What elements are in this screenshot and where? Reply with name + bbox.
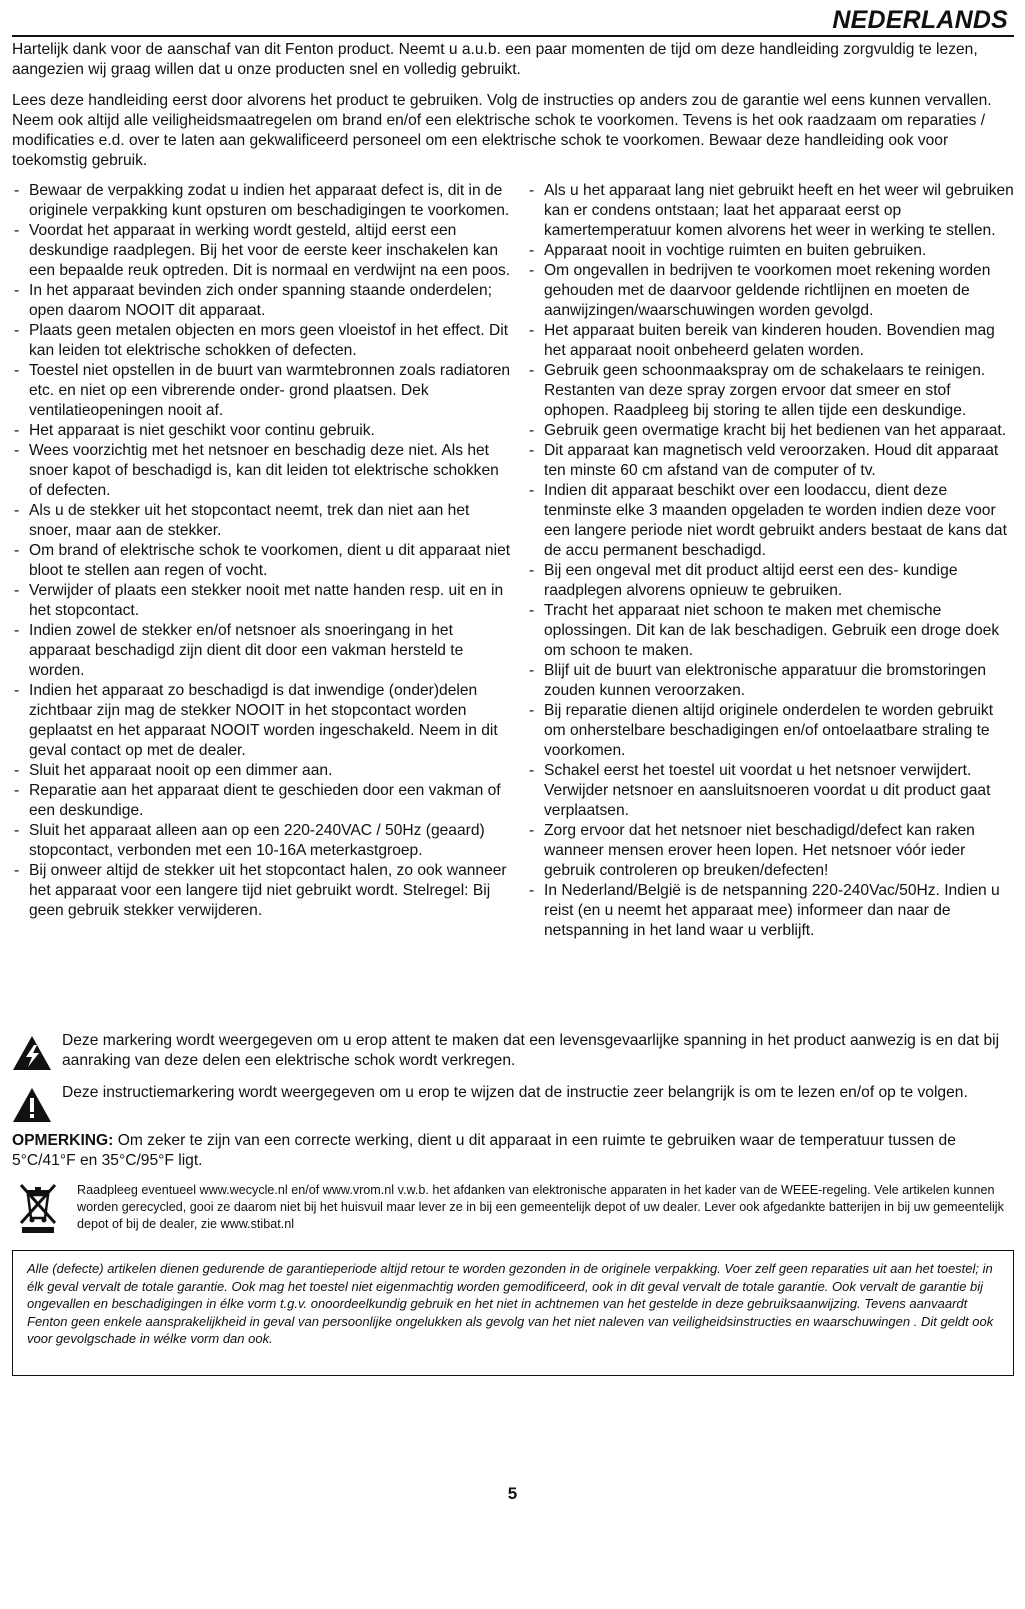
list-item: - In Nederland/België is de netspanning 220-240Vac/50Hz. Indien u reist (en u neemt het apparaat mee) informeer dan naar de netspanning in het land waar u verblijft. [527, 881, 1015, 941]
list-item: - Indien het apparaat zo beschadigd is dat inwendige (onder)delen zichtbaar zijn mag de stekker NOOIT in het stopcontact worden geplaatst en het apparaat NOOIT worden ingeschakeld. Neem in dit geval contact op met de dealer. [12, 681, 512, 761]
list-item: - Bij een ongeval met dit product altijd eerst een des- kundige raadplegen alvorens opnieuw te gebruiken. [527, 561, 1015, 601]
list-item: - Dit apparaat kan magnetisch veld veroorzaken. Houd dit apparaat ten minste 60 cm afstand van de computer of tv. [527, 441, 1015, 481]
list-item: - Als u het apparaat lang niet gebruikt heeft en het weer wil gebruiken kan er condens ontstaan; laat het apparaat eerst op kamertemperatuur komen alvorens het weer in werking te stellen. [527, 181, 1015, 241]
list-item: - Het apparaat buiten bereik van kinderen houden. Bovendien mag het apparaat nooit onbeheerd gelaten worden. [527, 321, 1015, 361]
list-item: - Bewaar de verpakking zodat u indien het apparaat defect is, dit in de originele verpakking kunt opsturen om beschadigingen te voorkomen. [12, 181, 512, 221]
warranty-text: Alle (defecte) artikelen dienen gedurende de garantieperiode altijd retour te worden gezonden in de originele verpakking. Voer zelf geen reparaties uit aan het toestel; in élk geval vervalt de totale garantie. Ook mag het toestel niet eigenmachtig worden gemodificeerd, ook in dit geval vervalt de totale garantie. Ook vervalt de garantie bij ongevallen en beschadigingen in élke vorm t.g.v. onoordeelkundig gebruik en het niet in achtnemen van het gestelde in deze gebruiksaanwijzing. Tevens aanvaardt Fenton geen enkele aansprakelijkheid in geval van persoonlijke ongelukken als gevolg van het niet naleven van veiligheidsinstructies en waarschuwingen . Dit geldt ook voor gevolgschade in wélke vorm dan ook. [27, 1261, 994, 1347]
list-item: - Om ongevallen in bedrijven te voorkomen moet rekening worden gehouden met de daarvoor geldende richtlijnen en moeten de aanwijzingen/waarschuwingen worden gevolgd. [527, 261, 1015, 321]
list-item: - Het apparaat is niet geschikt voor continu gebruik. [12, 421, 512, 441]
list-item: - Blijf uit de buurt van elektronische apparatuur die bromstoringen zouden kunnen veroorzaken. [527, 661, 1015, 701]
note-paragraph [12, 1131, 1012, 1171]
safety-list-right [527, 181, 1015, 941]
note-label: OPMERKING: [12, 1132, 114, 1149]
note-text: Om zeker te zijn van een correcte werking, dient u dit apparaat in een ruimte te gebruiken waar de temperatuur tussen de 5°C/41°F en 35°C/95°F ligt. [12, 1132, 956, 1169]
list-item: - Toestel niet opstellen in de buurt van warmtebronnen zoals radiatoren etc. en niet op een vibrerende onder- grond plaatsen. Dek ventilatieopeningen nooit af. [12, 361, 512, 421]
shock-warning-text: Deze markering wordt weergegeven om u erop attent te maken dat een levensgevaarlijke spanning in het product aanwezig is en dat bij aanraking van deze delen een elektrische schok wordt verkregen. [62, 1032, 1000, 1069]
crossed-out-wheelie-bin-icon [16, 1182, 60, 1234]
weee-notice [12, 1182, 1014, 1242]
list-item: - Zorg ervoor dat het netsnoer niet beschadigd/defect kan raken wanneer mensen erover heen lopen. Het netsnoer vóór ieder gebruik controleren op breuken/defecten! [527, 821, 1015, 881]
list-item: - Indien dit apparaat beschikt over een loodaccu, dient deze tenminste elke 3 maanden opgeladen te worden indien deze voor een langere periode niet wordt gebruikt anders bestaat de kans dat de accu permanent beschadigd. [527, 481, 1015, 561]
list-item: - Plaats geen metalen objecten en mors geen vloeistof in het effect. Dit kan leiden tot elektrische schokken of defecten. [12, 321, 512, 361]
list-item: - Om brand of elektrische schok te voorkomen, dient u dit apparaat niet bloot te stellen aan regen of vocht. [12, 541, 512, 581]
list-item: - Gebruik geen overmatige kracht bij het bedienen van het apparaat. [527, 421, 1015, 441]
instruction-warning [12, 1083, 1014, 1129]
list-item: - Bij onweer altijd de stekker uit het stopcontact halen, zo ook wanneer het apparaat voor een langere tijd niet gebruikt wordt. Stelregel: Bij geen gebruik stekker verwijderen. [12, 861, 512, 921]
list-item: - Bij reparatie dienen altijd originele onderdelen te worden gebruikt om onherstelbare beschadigingen en/of ontoelaatbare straling te voorkomen. [527, 701, 1015, 761]
page-header [12, 6, 1014, 37]
language-title: NEDERLANDS [832, 6, 1008, 34]
safety-list-left [12, 181, 512, 921]
list-item: - In het apparaat bevinden zich onder spanning staande onderdelen; open daarom NOOIT dit apparaat. [12, 281, 512, 321]
instruction-warning-text: Deze instructiemarkering wordt weergegeven om u erop te wijzen dat de instructie zeer belangrijk is om te lezen en/of op te volgen. [62, 1084, 968, 1101]
list-item: - Indien zowel de stekker en/of netsnoer als snoeringang in het apparaat beschadigd zijn dient dit door een vakman hersteld te worden. [12, 621, 512, 681]
weee-text: Raadpleeg eventueel www.wecycle.nl en/of www.vrom.nl v.w.b. het afdanken van elektronische apparaten in het kader van de WEEE-regeling. Vele artikelen kunnen worden gerecycled, gooi ze daarom niet bij het huisvuil maar lever ze in bij een gemeentelijk depot of uw dealer. Lever ook afgedankte batterijen in bij uw gemeentelijk depot of bij de dealer, zie www.stibat.nl [77, 1183, 1004, 1231]
list-item: - Verwijder of plaats een stekker nooit met natte handen resp. uit en in het stopcontact. [12, 581, 512, 621]
list-item: - Sluit het apparaat nooit op een dimmer aan. [12, 761, 512, 781]
list-item: - Reparatie aan het apparaat dient te geschieden door een vakman of een deskundige. [12, 781, 512, 821]
list-item: - Voordat het apparaat in werking wordt gesteld, altijd eerst een deskundige raadplegen. Bij het voor de eerste keer inschakelen kan een bepaalde reuk optreden. Dit is normaal en verdwijnt na een poos. [12, 221, 512, 281]
list-item: - Wees voorzichtig met het netsnoer en beschadig deze niet. Als het snoer kapot of beschadigd is, kan dit leiden tot elektrische schokken of defecten. [12, 441, 512, 501]
electric-shock-warning-icon [12, 1035, 52, 1071]
list-item: - Gebruik geen schoonmaakspray om de schakelaars te reinigen. Restanten van deze spray zorgen ervoor dat smeer en stof ophopen. Raadpleeg bij storing te allen tijde een deskundige. [527, 361, 1015, 421]
list-item: - Tracht het apparaat niet schoon te maken met chemische oplossingen. Dit kan de lak beschadigen. Gebruik een droge doek om schoon te maken. [527, 601, 1015, 661]
page-number: 5 [507, 1484, 518, 1503]
list-item: - Schakel eerst het toestel uit voordat u het netsnoer verwijdert. Verwijder netsnoer en aansluitsnoeren voordat u dit product gaat verplaatsen. [527, 761, 1015, 821]
intro-paragraph: Hartelijk dank voor de aanschaf van dit Fenton product. Neemt u a.u.b. een paar momenten de tijd om deze handleiding zorgvuldig te lezen, aangezien wij graag willen dat u onze producten snel en volledig gebruikt. [12, 41, 978, 78]
shock-warning [12, 1031, 1014, 1077]
list-item: - Sluit het apparaat alleen aan op een 220-240VAC / 50Hz (geaard) stopcontact, verbonden met een 10-16A meterkastgroep. [12, 821, 512, 861]
list-item: - Als u de stekker uit het stopcontact neemt, trek dan niet aan het snoer, maar aan de stekker. [12, 501, 512, 541]
warranty-box [12, 1250, 1014, 1376]
list-item: - Apparaat nooit in vochtige ruimten en buiten gebruiken. [527, 241, 1015, 261]
read-first-paragraph: Lees deze handleiding eerst door alvorens het product te gebruiken. Volg de instructies op anders zou de garantie wel eens kunnen vervallen. Neem ook altijd alle veiligheidsmaatregelen om brand en/of een elektrische schok te voorkomen. Tevens is het ook raadzaam om reparaties / modificaties e.d. over te laten aan gekwalificeerd personeel om een elektrische schok te voorkomen. Bewaar deze handleiding ook voor toekomstig gebruik. [12, 92, 992, 169]
exclamation-warning-icon [12, 1087, 52, 1123]
